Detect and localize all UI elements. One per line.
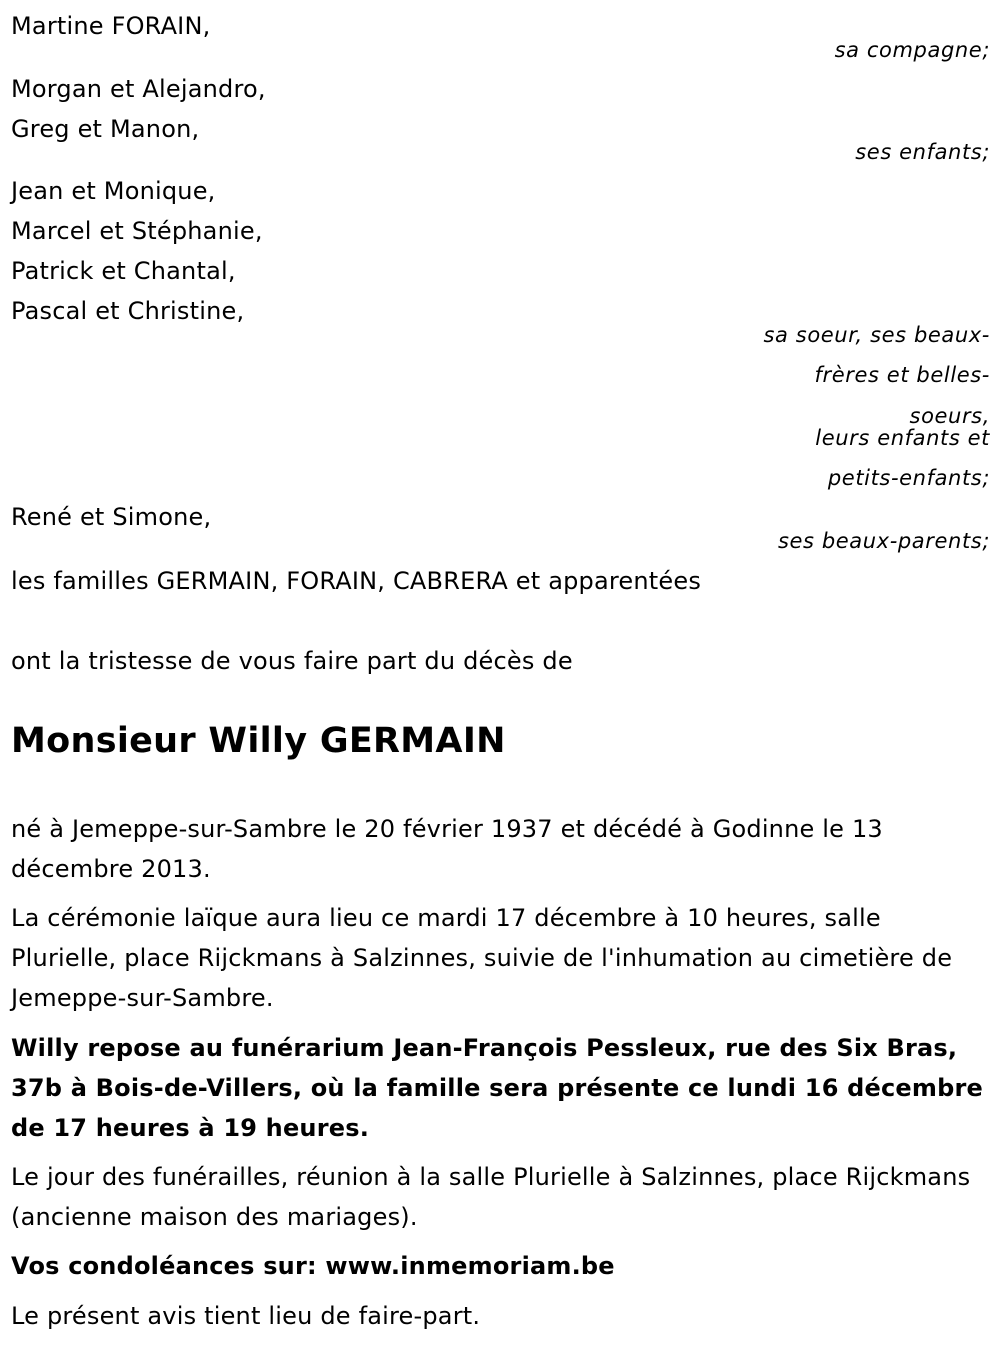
sibling-name: Pascal et Christine, [11, 297, 245, 325]
siblings-role-line: sa soeur, ses beaux- [763, 323, 990, 347]
sibling-name: Marcel et Stéphanie, [11, 217, 263, 245]
birth-death-paragraph: né à Jemeppe-sur-Sambre le 20 février 1937 et décédé à Godinne le 13 décembre 2013. [11, 815, 883, 883]
notice-line: Le présent avis tient lieu de faire-part. [11, 1302, 481, 1330]
deceased-name: Monsieur Willy GERMAIN [11, 721, 506, 761]
children-role: ses enfants; [855, 140, 990, 164]
siblings-role-line: leurs enfants et [815, 426, 990, 450]
parents-in-law-name: René et Simone, [11, 503, 212, 531]
siblings-role-line: frères et belles- [814, 363, 990, 387]
ceremony-paragraph: La cérémonie laïque aura lieu ce mardi 17 décembre à 10 heures, salle Plurielle, place Rijckmans à Salzinnes, suivie de l'inhumation au cimetière de Jemeppe-sur-Sambre. [11, 904, 953, 1012]
siblings-role-line: soeurs, [909, 404, 990, 428]
partner-name: Martine FORAIN, [11, 12, 211, 40]
condolences-line: Vos condoléances sur: www.inmemoriam.be [11, 1252, 615, 1280]
sibling-name: Jean et Monique, [11, 177, 216, 205]
siblings-role-line: petits-enfants; [827, 466, 990, 490]
parents-in-law-role: ses beaux-parents; [777, 529, 990, 553]
partner-role: sa compagne; [834, 38, 990, 62]
child-name: Greg et Manon, [11, 115, 200, 143]
intro-line: ont la tristesse de vous faire part du décès de [11, 647, 573, 675]
child-name: Morgan et Alejandro, [11, 75, 266, 103]
families-line: les familles GERMAIN, FORAIN, CABRERA et apparentées [11, 567, 702, 595]
visitation-paragraph: Willy repose au funérarium Jean-François Pessleux, rue des Six Bras, 37b à Bois-de-Villers, où la famille sera présente ce lundi 16 décembre de 17 heures à 19 heures. [11, 1034, 984, 1142]
sibling-name: Patrick et Chantal, [11, 257, 236, 285]
reunion-paragraph: Le jour des funérailles, réunion à la salle Plurielle à Salzinnes, place Rijckmans (ancienne maison des mariages). [11, 1163, 971, 1231]
